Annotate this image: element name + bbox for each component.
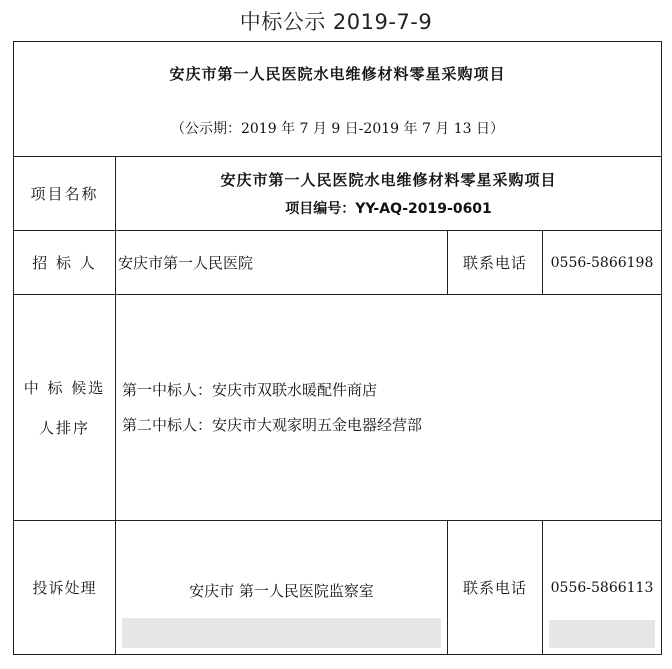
- redaction-bar-phone: [549, 620, 655, 648]
- complaint-cell: [116, 521, 448, 655]
- project-label: 项目名称: [14, 157, 116, 231]
- project-code: 项目编号：YY-AQ-2019-0601: [285, 201, 492, 217]
- header-row: [14, 42, 662, 157]
- tenderer-label: 招 标 人: [14, 231, 116, 295]
- notice-title: 安庆市第一人民医院水电维修材料零星采购项目: [169, 64, 506, 83]
- candidates-label: [14, 295, 116, 521]
- project-cell: [116, 157, 662, 231]
- tenderer-phone: 0556-5866198: [543, 231, 662, 295]
- candidates-cell: [116, 295, 662, 521]
- redaction-bar: [122, 618, 441, 648]
- second-candidate: 第二中标人：安庆市大观家明五金电器经营部: [122, 415, 423, 434]
- complaint-contact-label: 联系电话: [448, 521, 543, 655]
- complaint-department: 安庆市 第一人民医院监察室: [189, 582, 374, 600]
- complaint-phone-cell: [543, 521, 662, 655]
- tenderer-contact-label: 联系电话: [448, 231, 543, 295]
- project-row: [14, 157, 662, 231]
- project-name: 安庆市第一人民医院水电维修材料零星采购项目: [220, 171, 557, 189]
- tenderer-name: 安庆市第一人民医院: [116, 231, 448, 295]
- publicity-period: （公示期：2019 年 7 月 9 日-2019 年 7 月 13 日）: [170, 120, 505, 137]
- complaint-label: 投诉处理: [14, 521, 116, 655]
- tenderer-row: [14, 231, 662, 295]
- header-cell: [14, 42, 662, 157]
- candidates-row: [14, 295, 662, 521]
- candidates-label-line2: 人排序: [38, 418, 90, 437]
- candidates-label-line1: 中 标 候选: [23, 378, 106, 397]
- notice-table: [13, 41, 662, 655]
- page-title: 中标公示 2019-7-9: [239, 10, 433, 34]
- complaint-phone: 0556-5866113: [550, 579, 654, 596]
- first-candidate: 第一中标人：安庆市双联水暖配件商店: [122, 380, 378, 399]
- complaint-row: [14, 521, 662, 655]
